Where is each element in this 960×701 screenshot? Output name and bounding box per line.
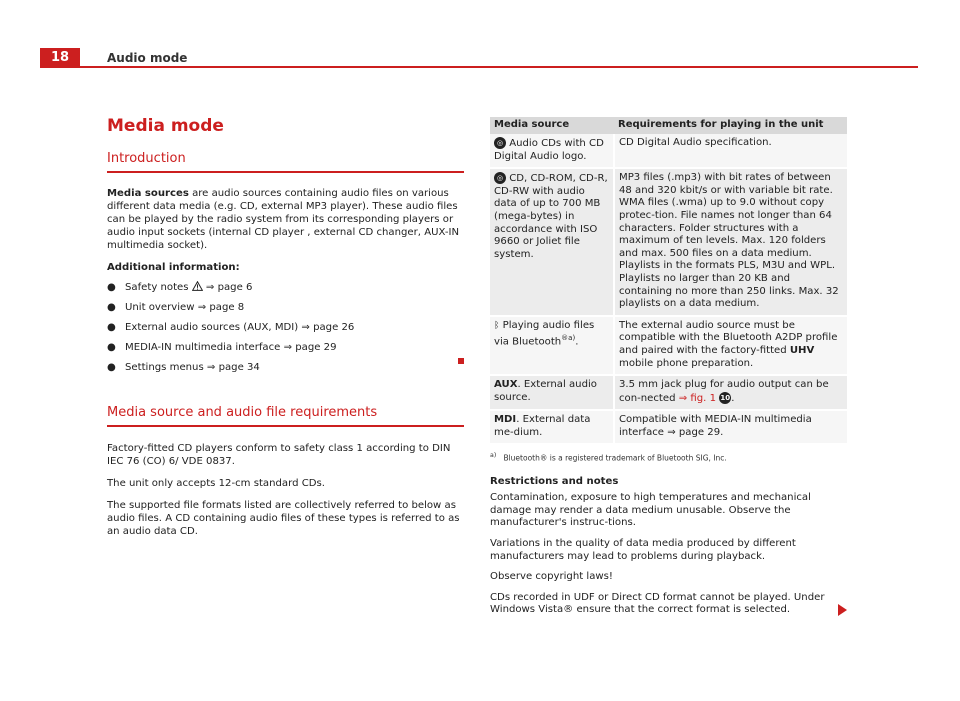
table-cell [490, 375, 614, 410]
figure-callout-badge: 10 [720, 393, 731, 402]
bullet-text: Unit overview [125, 302, 195, 313]
bullet-text: Safety notes [125, 282, 192, 293]
table-cell: CD Digital Audio specification. [614, 134, 847, 168]
table-row [490, 168, 847, 316]
cell-text: . [575, 336, 579, 348]
media-requirements-table [490, 117, 847, 443]
footnote-text: Bluetooth® is a registered trademark of Bluetooth SIG, Inc. [503, 453, 727, 463]
warning-icon [192, 282, 203, 293]
list-item [107, 281, 464, 294]
page-link[interactable]: ⇒ page 29 [280, 342, 337, 353]
list-item [107, 301, 464, 314]
bullet-dot: ● [107, 322, 116, 333]
table-cell [490, 410, 614, 443]
page-link[interactable]: ⇒ page 6 [202, 282, 253, 293]
page-number: 18 [40, 48, 80, 68]
table-cell [614, 316, 847, 375]
paragraph: Contamination, exposure to high temperatures and mechanical damage may render a data medium unusable. Observe the manufacturer's instruc-tions. [490, 492, 811, 529]
table-row [490, 410, 847, 443]
bullet-text: External audio sources (AUX, MDI) [125, 322, 299, 333]
cd-icon: ◎ [494, 172, 506, 184]
cell-bold: AUX [494, 379, 518, 391]
bullet-text: MEDIA-IN multimedia interface [125, 342, 281, 353]
section-heading: Media mode [107, 116, 224, 136]
paragraph: Factory-fitted CD players conform to safety class 1 according to DIN IEC 76 (CO) 6/ VDE 0837. [107, 443, 451, 467]
list-item [107, 321, 464, 334]
section-end-marker [458, 358, 464, 364]
heading-rule [107, 425, 464, 427]
continue-arrow-icon [838, 604, 847, 616]
chapter-title: Audio mode [107, 51, 188, 65]
paragraph: The supported file formats listed are collectively referred to below as audio files. A CD containing audio files of these types is referred to as an audio data CD. [107, 500, 460, 537]
cell-text: Audio CDs with CD Digital Audio logo. [494, 138, 604, 162]
paragraph: Observe copyright laws! [490, 571, 613, 583]
table-cell [490, 168, 614, 316]
table-row [490, 134, 847, 168]
cell-text: . External audio source. [494, 379, 597, 403]
cell-text: The external audio source must be compatible with the Bluetooth A2DP profile and paired with the factory-fitted [619, 319, 838, 356]
figure-link[interactable]: ⇒ fig. 1 [678, 392, 716, 404]
cd-icon: ◎ [494, 137, 506, 149]
bluetooth-icon: ᛒ [494, 320, 500, 331]
bullet-text: Settings menus [125, 362, 204, 373]
table-row [490, 375, 847, 410]
table-header-row [490, 117, 847, 134]
intro-paragraph [107, 187, 464, 252]
table-cell: MP3 files (.mp3) with bit rates of between 48 and 320 kbit/s or with variable bit rate. WMA files (.wma) up to 9.0 without copy protec-tion. File names not longer than 64 characters. Folder structures with a maximum of ten levels. Max. 120 folders and max. 500 files on a data medium. Playlists in the formats PLS, M3U and WPL. Playlists no larger than 20 KB and containing no more than 250 links. Max. 32 playlists on a data medium. [614, 168, 847, 316]
cell-bold: MDI [494, 414, 517, 426]
paragraph: The unit only accepts 12-cm standard CDs. [107, 478, 325, 489]
cell-text: . [731, 392, 735, 404]
cell-text: mobile phone preparation. [619, 357, 754, 369]
table-cell: Compatible with MEDIA-IN multimedia interface ⇒ page 29. [614, 410, 847, 443]
restrictions-heading: Restrictions and notes [490, 475, 619, 487]
bullet-dot: ● [107, 302, 116, 313]
cell-text: . External data me-dium. [494, 414, 591, 438]
list-item [107, 341, 464, 354]
page-link[interactable]: ⇒ page 26 [298, 322, 355, 333]
header-rule [80, 66, 918, 68]
intro-bold: Media sources [107, 188, 189, 199]
heading-rule [107, 171, 464, 173]
intro-text: are audio sources containing audio files on various different data media (e.g. CD, external MP3 player). These audio files can be played by the radio system from its corresponding players or audio input sockets (internal CD player , external CD changer, AUX-IN multimedia socket). [107, 188, 460, 251]
table-cell [490, 134, 614, 168]
cell-text: 3.5 mm jack plug for audio output can be con-nected [619, 379, 829, 404]
cell-text: CD, CD-ROM, CD-R, CD-RW with audio data of up to 700 MB (mega-bytes) in accordance with ISO 9660 or Joliet file system. [494, 173, 608, 260]
column-header: Requirements for playing in the unit [614, 117, 847, 134]
cell-text: Playing audio files via Bluetooth [494, 319, 595, 348]
intro-heading: Introduction [107, 151, 186, 166]
column-header: Media source [490, 117, 614, 134]
bullet-dot: ● [107, 362, 116, 373]
cell-bold: UHV [789, 344, 815, 356]
left-column [107, 115, 464, 538]
footnote [490, 450, 847, 465]
requirements-heading: Media source and audio file requirements [107, 405, 378, 420]
table-cell [490, 316, 614, 375]
additional-info-label: Additional information: [107, 262, 240, 273]
right-column [490, 117, 847, 617]
table-cell [614, 375, 847, 410]
list-item [107, 361, 464, 374]
page-link[interactable]: ⇒ page 8 [194, 302, 245, 313]
footnote-ref: ®a) [561, 334, 576, 343]
table-row [490, 316, 847, 375]
bullet-dot: ● [107, 342, 116, 353]
page-link[interactable]: ⇒ page 34 [203, 362, 260, 373]
footnote-mark: a) [490, 452, 497, 460]
paragraph: CDs recorded in UDF or Direct CD format cannot be played. Under Windows Vista® ensure that the correct format is selected. [490, 591, 825, 616]
paragraph: Variations in the quality of data media produced by different manufacturers may lead to problems during playback. [490, 537, 796, 562]
bullet-dot: ● [107, 282, 116, 293]
